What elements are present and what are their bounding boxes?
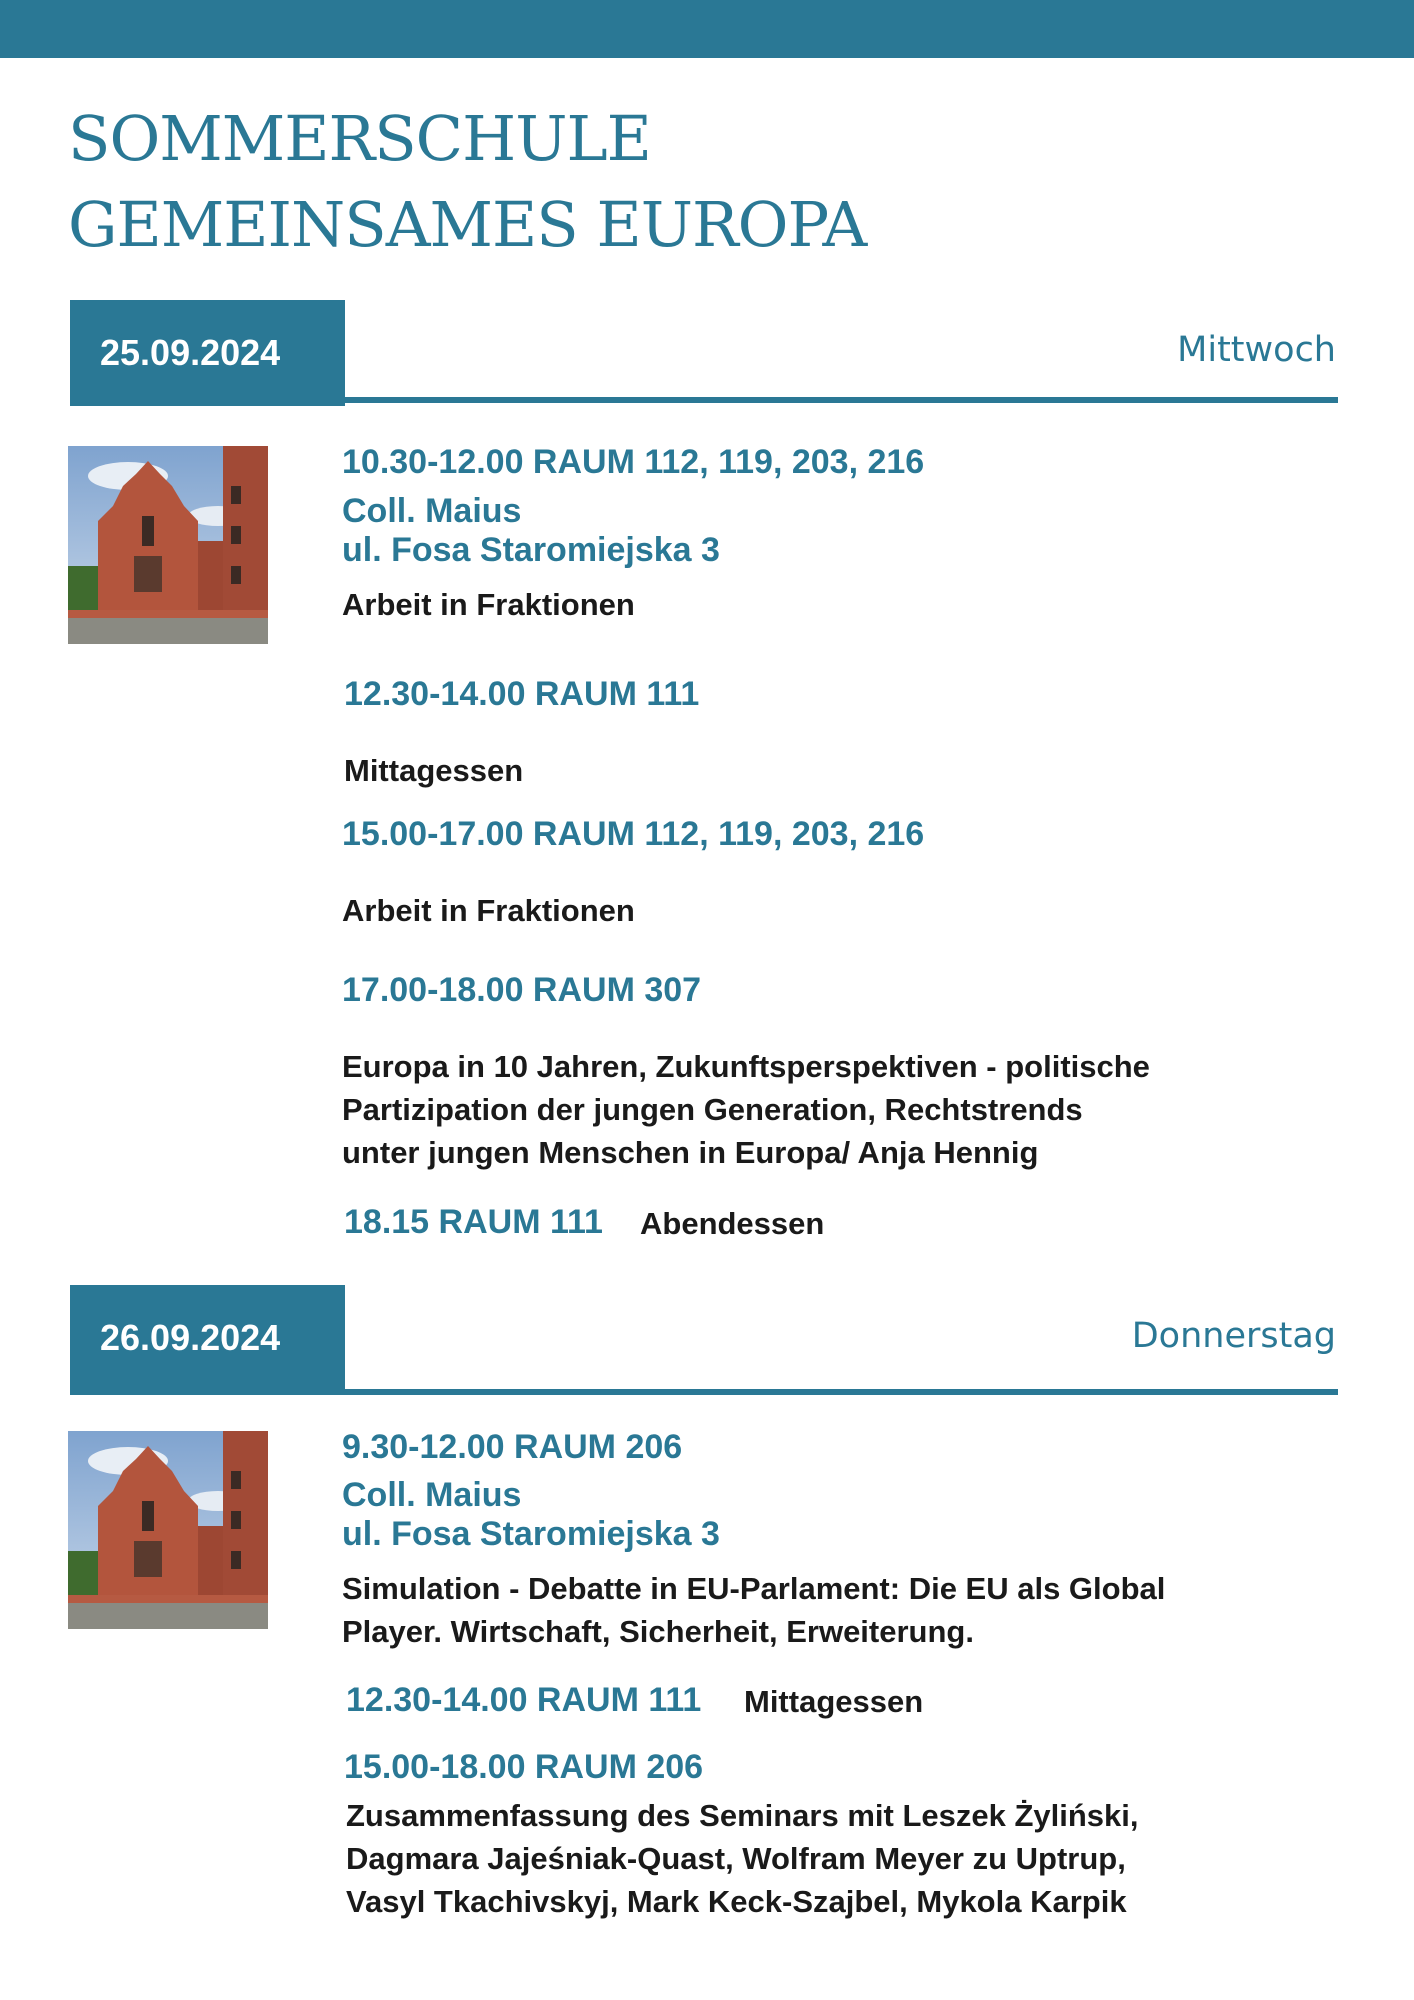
date-label: 26.09.2024 [100,1317,281,1358]
session-activity-line: Europa in 10 Jahren, Zukunftsperspektiven - politische [342,1049,1150,1084]
session-time-room: 15.00-18.00 RAUM 206 [344,1748,704,1786]
session-activity-line: Simulation - Debatte in EU-Parlament: Die EU als Global [342,1571,1166,1606]
session-time-room: 9.30-12.00 RAUM 206 [342,1428,683,1466]
session-activity-line: Dagmara Jajeśniak-Quast, Wolfram Meyer zu Uptrup, [346,1841,1126,1876]
session-activity: Arbeit in Fraktionen [342,587,635,622]
session-time-room: 15.00-17.00 RAUM 112, 119, 203, 216 [342,815,925,853]
weekday-label-day-1: Mittwoch [1177,330,1336,370]
date-badge-day-2 [70,1285,345,1391]
building-photo-day-2 [68,1431,268,1629]
weekday-label-day-2: Donnerstag [1131,1316,1336,1356]
date-badge-day-1 [70,300,345,406]
session-place-address: ul. Fosa Staromiejska 3 [342,531,720,569]
session-time-room: 12.30-14.00 RAUM 111 [346,1681,702,1719]
session-activity-line: unter jungen Menschen in Europa/ Anja Hennig [342,1135,1039,1170]
session-activity: Mittagessen [744,1684,924,1719]
session-place-name: Coll. Maius [342,492,522,530]
session-activity: Mittagessen [344,753,524,788]
title-line-2: GEMEINSAMES EUROPA [68,188,867,261]
top-banner-bar [0,0,1414,58]
session-activity: Abendessen [640,1206,825,1241]
date-label: 25.09.2024 [100,332,281,373]
session-place-name: Coll. Maius [342,1476,522,1514]
session-time-room: 10.30-12.00 RAUM 112, 119, 203, 216 [342,443,925,481]
title-line-1: SOMMERSCHULE [68,102,651,175]
session-time-room: 18.15 RAUM 111 [344,1203,603,1241]
session-activity-line: Partizipation der jungen Generation, Rechtstrends [342,1092,1083,1127]
date-divider-day-1 [70,397,1338,403]
session-activity-line: Vasyl Tkachivskyj, Mark Keck-Szajbel, Mykola Karpik [346,1884,1127,1919]
session-activity-line: Zusammenfassung des Seminars mit Leszek Żyliński, [346,1798,1139,1833]
session-activity-line: Player. Wirtschaft, Sicherheit, Erweiterung. [342,1614,974,1649]
building-photo-image [68,1431,268,1629]
session-place-address: ul. Fosa Staromiejska 3 [342,1515,720,1553]
building-photo-image [68,446,268,644]
session-time-room: 12.30-14.00 RAUM 111 [344,675,700,713]
session-time-room: 17.00-18.00 RAUM 307 [342,971,702,1009]
date-divider-day-2 [70,1389,1338,1395]
page-title [68,96,866,268]
building-photo-day-1 [68,446,268,644]
session-activity: Arbeit in Fraktionen [342,893,635,928]
